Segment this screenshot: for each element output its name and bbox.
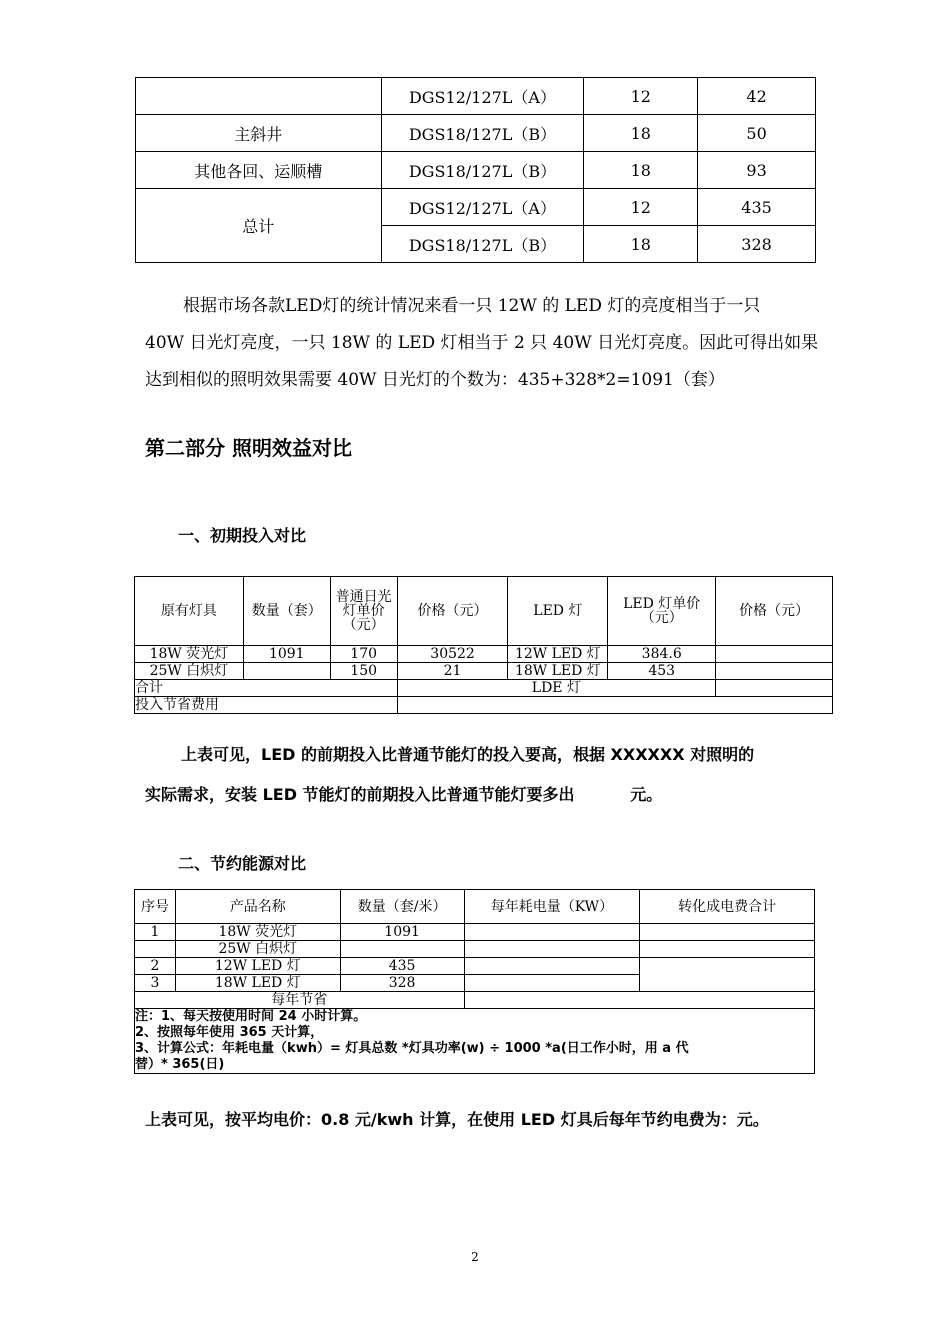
paragraph-line: 实际需求，安装 LED 节能灯的前期投入比普通节能灯要多出 元。 — [145, 785, 663, 804]
table-cell: 1091 — [243, 646, 330, 663]
table-cell: 50 — [698, 115, 816, 152]
paragraph-line: 达到相似的照明效果需要 40W 日光灯的个数为：435+328*2=1091（套） — [145, 370, 725, 390]
table-cell: 18 — [584, 115, 698, 152]
table-cell — [464, 941, 640, 958]
subheading-energy-saving: 二、节约能源对比 — [178, 854, 307, 873]
table-cell: 12W LED 灯 — [508, 646, 608, 663]
investment-conclusion — [145, 735, 825, 815]
table-row — [135, 680, 833, 697]
total-label-cell: 总计 — [136, 189, 382, 263]
table-cell: DGS12/127L（A） — [381, 189, 584, 226]
column-header: 原有灯具 — [135, 577, 244, 646]
paragraph-line: 上表可见，LED 的前期投入比普通节能灯的投入要高，根据 XXXXXX 对照明的 — [181, 745, 755, 764]
brightness-paragraph — [145, 288, 825, 399]
table-cell: 12 — [584, 78, 698, 115]
table-cell: 93 — [698, 152, 816, 189]
table-cell: 主斜井 — [136, 115, 382, 152]
table-cell: 328 — [698, 226, 816, 263]
table-cell: 435 — [340, 958, 464, 975]
table-row — [136, 78, 816, 115]
table-cell: 42 — [698, 78, 816, 115]
section-heading: 第二部分 照明效益对比 — [145, 436, 352, 460]
table-cell — [640, 941, 815, 958]
paragraph-line: 根据市场各款LED灯的统计情况来看一只 12W 的 LED 灯的亮度相当于一只 — [183, 296, 761, 316]
table-cell — [716, 646, 833, 663]
table-cell: 12W LED 灯 — [175, 958, 340, 975]
table-notes — [135, 1009, 815, 1074]
table-cell — [136, 78, 382, 115]
table-row — [136, 152, 816, 189]
energy-saving-table — [134, 889, 815, 1074]
column-header: 每年耗电量（KW） — [464, 890, 640, 924]
table-cell: 18 — [584, 152, 698, 189]
subheading-initial-investment: 一、初期投入对比 — [178, 526, 307, 545]
column-header: LED 灯单价（元） — [608, 577, 716, 646]
energy-conclusion: 上表可见，按平均电价：0.8 元/kwh 计算，在使用 LED 灯具后每年节约电费为：元。 — [145, 1110, 769, 1129]
table-cell: 384.6 — [608, 646, 716, 663]
table-cell: 453 — [608, 663, 716, 680]
table-cell: 150 — [330, 663, 397, 680]
table-cell: DGS18/127L（B） — [381, 226, 584, 263]
note-line: 注：1、每天按使用时间 24 小时计算。 — [135, 1009, 367, 1024]
column-header: 转化成电费合计 — [640, 890, 815, 924]
table-cell: 328 — [340, 975, 464, 992]
note-line: 替）* 365(日) — [135, 1057, 225, 1072]
savings-label: 投入节省费用 — [135, 697, 398, 714]
table-cell — [464, 924, 640, 941]
table-cell: 18W LED 灯 — [175, 975, 340, 992]
column-header: 数量（套/米） — [340, 890, 464, 924]
table-cell: 18W LED 灯 — [508, 663, 608, 680]
table-header-row — [135, 890, 815, 924]
table-cell: DGS12/127L（A） — [381, 78, 584, 115]
table-cell: 2 — [135, 958, 176, 975]
table-cell — [716, 663, 833, 680]
table-cell: DGS18/127L（B） — [381, 115, 584, 152]
note-line: 2、按照每年使用 365 天计算， — [135, 1025, 324, 1040]
table-cell: 435 — [698, 189, 816, 226]
table-row — [135, 958, 815, 975]
table-cell — [464, 958, 640, 975]
table-cell — [640, 958, 815, 992]
table-cell: 25W 白炽灯 — [135, 663, 244, 680]
table-cell: 170 — [330, 646, 397, 663]
column-header: 数量（套） — [243, 577, 330, 646]
table-cell: 18W 荧光灯 — [135, 646, 244, 663]
table-cell — [464, 992, 814, 1009]
table-row — [135, 992, 815, 1009]
table-row — [136, 115, 816, 152]
table-row — [135, 663, 833, 680]
table-cell: 25W 白炽灯 — [175, 941, 340, 958]
table-row — [135, 697, 833, 714]
paragraph-line: 40W 日光灯亮度，一只 18W 的 LED 灯相当于 2 只 40W 日光灯亮度。因此可得出如果 — [145, 333, 819, 353]
note-line: 3、计算公式：年耗电量（kwh）= 灯具总数 *灯具功率(w) ÷ 1000 *a(日工作小时，用 a 代 — [135, 1041, 689, 1056]
column-header: 普通日光灯单价（元） — [330, 577, 397, 646]
table-cell — [464, 975, 640, 992]
table-cell — [243, 663, 330, 680]
total-label: 合计 — [135, 680, 398, 697]
table-cell: 1091 — [340, 924, 464, 941]
column-header: 产品名称 — [175, 890, 340, 924]
table-row — [136, 189, 816, 226]
table-cell: 21 — [397, 663, 508, 680]
table-cell — [340, 941, 464, 958]
column-header: 序号 — [135, 890, 176, 924]
table-header-row — [135, 577, 833, 646]
table-cell: 18W 荧光灯 — [175, 924, 340, 941]
table-cell: 12 — [584, 189, 698, 226]
lamp-count-table — [135, 77, 816, 263]
table-row — [135, 941, 815, 958]
table-cell: 其他各回、运顺槽 — [136, 152, 382, 189]
yearly-savings-label: 每年节省 — [135, 992, 465, 1009]
table-cell: DGS18/127L（B） — [381, 152, 584, 189]
column-header: 价格（元） — [397, 577, 508, 646]
table-row — [135, 646, 833, 663]
initial-investment-table — [134, 576, 833, 714]
column-header: LED 灯 — [508, 577, 608, 646]
column-header: 价格（元） — [716, 577, 833, 646]
table-row — [135, 1009, 815, 1074]
page-number: 2 — [471, 1250, 479, 1264]
total-led-cell: LDE 灯 — [397, 680, 715, 697]
table-cell — [716, 680, 833, 697]
table-cell: 3 — [135, 975, 176, 992]
table-cell — [135, 941, 176, 958]
table-cell: 18 — [584, 226, 698, 263]
table-cell: 30522 — [397, 646, 508, 663]
table-cell — [397, 697, 832, 714]
table-cell — [640, 924, 815, 941]
table-cell: 1 — [135, 924, 176, 941]
table-row — [135, 924, 815, 941]
